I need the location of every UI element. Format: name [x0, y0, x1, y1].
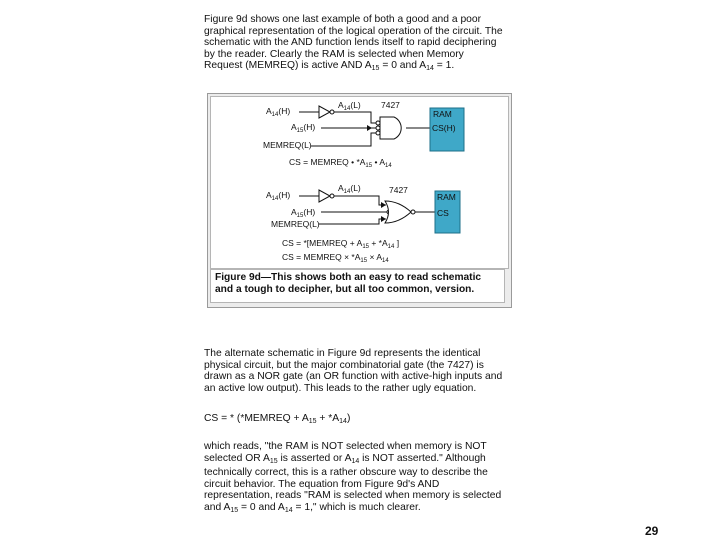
bottom-schematic	[266, 183, 460, 264]
bottom-a14-input-label: $A_{14}(H)$	[266, 190, 291, 202]
top-a14-output-label: $A_{14}(L)$	[338, 100, 361, 112]
bottom-a15-input-label: $A_{15}(H)$	[291, 207, 316, 219]
text-line: which reads, "the RAM is NOT selected when memory is NOT	[204, 441, 487, 452]
schematic-diagram	[211, 97, 508, 268]
inverter-symbol	[319, 190, 330, 202]
figure-caption	[210, 269, 505, 303]
text-line: physical circuit, but the major combinatorial gate (the 7427) is	[204, 359, 484, 371]
bottom-equation-2: CS = MEMREQ × $*A_{15} \times A_{14}$	[282, 252, 389, 264]
caption-line: and a tough to decipher, but all too common, version.	[215, 284, 475, 295]
text-line: schematic with the AND function lends itself to rapid deciphering	[204, 37, 497, 49]
reads-paragraph	[204, 441, 524, 517]
text-line: and $A_{15} = 0$ and $A_{14} = 1$," which is much clearer.	[204, 501, 421, 514]
text-line: selected OR $A_{15}$ is asserted or $A_{14}$ is NOT asserted." Although	[204, 452, 486, 465]
text-line: representation, reads "RAM is selected when memory is selected	[204, 490, 502, 502]
bottom-chip-label: 7427	[389, 185, 408, 195]
top-memreq-label: MEMREQ(L)	[263, 140, 312, 150]
top-equation: CS = MEMREQ • $*A_{15}$ • $A_{14}$	[289, 157, 392, 169]
text-line: by the reader. Clearly the RAM is selected when Memory	[204, 48, 464, 60]
top-schematic	[263, 100, 464, 169]
bottom-equation-1: CS = *[MEMREQ + $A_{15} + *A_{14}$ ]	[282, 238, 400, 250]
bottom-a14-output-label: $A_{14}(L)$	[338, 183, 361, 195]
text-line: drawn as a NOR gate (an OR function with active-high inputs and	[204, 371, 503, 383]
nor-gate-symbol	[385, 201, 411, 223]
text-line: graphical representation of the logical operation of the circuit. The	[204, 25, 503, 37]
alternate-paragraph	[204, 348, 524, 394]
text-line: an active low output). This leads to the rather ugly equation.	[204, 382, 477, 394]
text-line: Figure 9d shows one last example of both a good and a poor	[204, 14, 482, 25]
bottom-ram-cs-pin: CS	[437, 208, 449, 218]
figure-9d	[207, 93, 512, 308]
schematic-panel	[210, 96, 509, 269]
top-ram-title: RAM	[433, 109, 452, 119]
inverter-symbol	[319, 106, 330, 118]
text-line: technically correct, this is a rather obscure way to describe the	[204, 467, 488, 479]
and-gate-symbol	[380, 117, 401, 139]
text-line: Request (MEMREQ) is active AND $A_{15} = 0$ and $A_{14} = 1$.	[204, 60, 455, 73]
top-a14-input-label: $A_{14}(H)$	[266, 106, 291, 118]
top-a15-input-label: $A_{15}(H)$	[291, 122, 316, 134]
top-ram-cs-pin: CS(H)	[432, 123, 456, 133]
bottom-memreq-label: MEMREQ(L)	[271, 219, 320, 229]
equation-line: CS = * (*MEMREQ + $A_{15} + *A_{14}$)	[204, 413, 351, 425]
text-line: circuit behavior. The equation from Figure 9d's AND	[204, 478, 440, 490]
page-number: 29	[645, 524, 659, 538]
text-line: The alternate schematic in Figure 9d represents the identical	[204, 348, 481, 359]
caption-line: Figure 9d—This shows both an easy to read schematic	[215, 272, 482, 283]
top-chip-label: 7427	[381, 100, 400, 110]
intro-paragraph	[204, 14, 524, 75]
bottom-ram-title: RAM	[437, 192, 456, 202]
